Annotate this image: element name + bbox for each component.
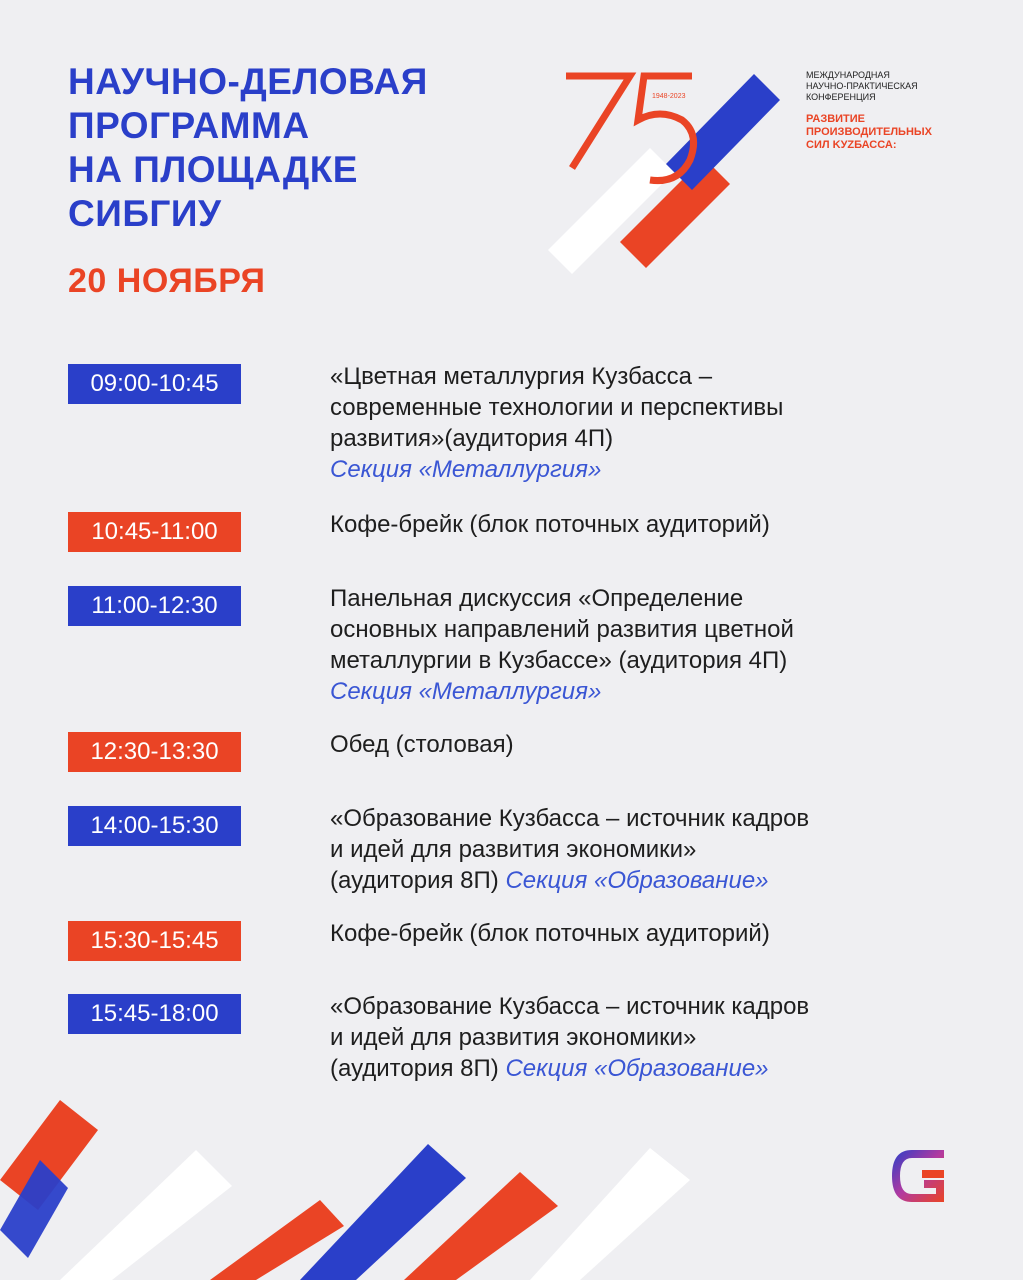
- time-badge: 15:45-18:00: [68, 994, 241, 1034]
- description-text: Панельная дискуссия «Определение: [330, 585, 744, 612]
- description-text: «Цветная металлургия Кузбасса –: [330, 363, 713, 390]
- description-text: «Образование Кузбасса – источник кадров: [330, 805, 810, 832]
- conference-line: МЕЖДУНАРОДНАЯ: [806, 70, 890, 80]
- conference-theme: [806, 113, 1006, 152]
- description-line: [330, 509, 930, 540]
- event-date: 20 НОЯБРЯ: [68, 262, 266, 300]
- description-line: [330, 834, 930, 865]
- section-label: Секция «Металлургия»: [330, 678, 602, 705]
- session-description: [330, 918, 930, 949]
- description-text: (аудитория 8П): [330, 867, 499, 894]
- theme-line: РАЗВИТИЕ: [806, 113, 866, 125]
- description-text: «Образование Кузбасса – источник кадров: [330, 993, 810, 1020]
- time-badge: 10:45-11:00: [68, 512, 241, 552]
- description-text: Кофе-брейк (блок поточных аудиторий): [330, 920, 770, 947]
- description-line: [330, 803, 930, 834]
- description-line: [330, 1022, 930, 1053]
- section-label: Секция «Образование»: [505, 1055, 769, 1082]
- title-line: СИБГИУ: [68, 193, 222, 234]
- description-line: [330, 614, 930, 645]
- session-description: [330, 991, 930, 1084]
- decor-stripe-white: [60, 1150, 232, 1280]
- description-text: основных направлений развития цветной: [330, 616, 794, 643]
- session-description: [330, 803, 930, 896]
- title-line: ПРОГРАММА: [68, 105, 310, 146]
- session-description: [330, 361, 930, 485]
- time-badge: 11:00-12:30: [68, 586, 241, 626]
- description-line: [330, 729, 930, 760]
- conference-line: НАУЧНО-ПРАКТИЧЕСКАЯ: [806, 81, 918, 91]
- sibgiu-logo-icon: [884, 1140, 956, 1212]
- time-badge: 14:00-15:30: [68, 806, 241, 846]
- description-line: [330, 423, 930, 454]
- conference-line: КОНФЕРЕНЦИЯ: [806, 92, 876, 102]
- section-label: Секция «Образование»: [505, 867, 769, 894]
- title-line: НА ПЛОЩАДКЕ: [68, 149, 358, 190]
- description-text: (аудитория 8П): [330, 1055, 499, 1082]
- decorative-stripes: [0, 1080, 1023, 1280]
- title-line: НАУЧНО-ДЕЛОВАЯ: [68, 61, 428, 102]
- session-description: [330, 509, 930, 540]
- description-line: [330, 645, 930, 676]
- logo-digit-seven: [566, 76, 630, 168]
- description-text: и идей для развития экономики»: [330, 836, 697, 863]
- time-badge: 12:30-13:30: [68, 732, 241, 772]
- description-line: [330, 991, 930, 1022]
- description-text: металлургии в Кузбассе» (аудитория 4П): [330, 647, 788, 674]
- description-text: развития»(аудитория 4П): [330, 425, 614, 452]
- description-text: Кофе-брейк (блок поточных аудиторий): [330, 511, 770, 538]
- decor-stripe-white: [530, 1148, 690, 1280]
- description-line: [330, 918, 930, 949]
- anniversary-75-logo: [540, 60, 780, 280]
- time-badge: 09:00-10:45: [68, 364, 241, 404]
- description-line: [330, 865, 930, 896]
- session-description: [330, 583, 930, 707]
- description-line: [330, 361, 930, 392]
- description-text: современные технологии и перспективы: [330, 394, 784, 421]
- logo-years: 1948-2023: [652, 93, 686, 100]
- theme-line: ПРОИЗВОДИТЕЛЬНЫХ: [806, 126, 933, 138]
- section-label: Секция «Металлургия»: [330, 456, 602, 483]
- theme-line: СИЛ KУZБАССА:: [806, 139, 897, 151]
- description-text: Обед (столовая): [330, 731, 514, 758]
- time-badge: 15:30-15:45: [68, 921, 241, 961]
- description-line: [330, 392, 930, 423]
- description-line: [330, 583, 930, 614]
- session-description: [330, 729, 930, 760]
- description-text: и идей для развития экономики»: [330, 1024, 697, 1051]
- page-title: [68, 60, 528, 236]
- conference-info: [806, 70, 1006, 152]
